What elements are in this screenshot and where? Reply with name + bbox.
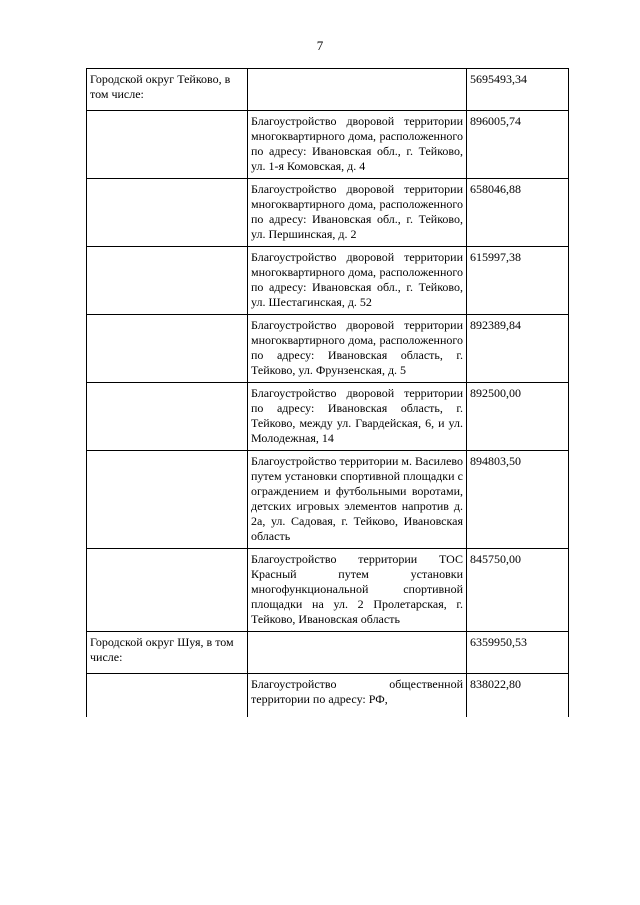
municipality-name-cell [87, 383, 248, 451]
description-cell [248, 69, 467, 111]
description-cell: Благоустройство дворовой территории многоквартирного дома, расположенного по адресу: Ивановская обл., г. Тейково, ул. 1-я Комовская, д. 4 [248, 111, 467, 179]
table-row [87, 111, 569, 179]
description-cell: Благоустройство дворовой территории по адресу: Ивановская область, г. Тейково, между ул. Гвардейская, 6, и ул. Молодежная, 14 [248, 383, 467, 451]
municipality-name-cell [87, 451, 248, 549]
table-row [87, 179, 569, 247]
municipality-name-cell: Городской округ Шуя, в том числе: [87, 632, 248, 674]
table-row [87, 383, 569, 451]
page-number: 7 [316, 38, 324, 53]
amount-cell: 838022,80 [467, 674, 569, 718]
amount-cell: 5695493,34 [467, 69, 569, 111]
amount-cell: 615997,38 [467, 247, 569, 315]
amount-cell: 896005,74 [467, 111, 569, 179]
description-cell: Благоустройство дворовой территории многоквартирного дома, расположенного по адресу: Ивановская обл., г. Тейково, ул. Шестагинская, д. 52 [248, 247, 467, 315]
table-row [87, 247, 569, 315]
description-cell: Благоустройство дворовой территории многоквартирного дома, расположенного по адресу: Ивановская обл., г. Тейково, ул. Першинская, д. 2 [248, 179, 467, 247]
description-cell [248, 632, 467, 674]
municipality-name-cell [87, 111, 248, 179]
municipality-name-cell [87, 315, 248, 383]
amount-cell: 892500,00 [467, 383, 569, 451]
municipality-name-cell [87, 247, 248, 315]
table-row [87, 451, 569, 549]
table-row [87, 549, 569, 632]
description-cell: Благоустройство территории м. Василево путем установки спортивной площадки с ограждением и футбольными воротами, детских игровых элементов напротив д. 2а, ул. Садовая, г. Тейково, Ивановская область [248, 451, 467, 549]
amount-cell: 845750,00 [467, 549, 569, 632]
municipality-name-cell: Городской округ Тейково, в том числе: [87, 69, 248, 111]
municipality-name-cell [87, 549, 248, 632]
municipality-name-cell [87, 674, 248, 718]
table-row [87, 315, 569, 383]
table-row [87, 69, 569, 111]
table-row [87, 632, 569, 674]
budget-table [86, 68, 569, 717]
municipality-name-cell [87, 179, 248, 247]
amount-cell: 6359950,53 [467, 632, 569, 674]
description-cell: Благоустройство территории ТОС Красный путем установки многофункциональной спортивной площадки на ул. 2 Пролетарская, г. Тейково, Ивановская область [248, 549, 467, 632]
description-cell: Благоустройство общественной территории по адресу: РФ, [248, 674, 467, 718]
amount-cell: 892389,84 [467, 315, 569, 383]
amount-cell: 658046,88 [467, 179, 569, 247]
amount-cell: 894803,50 [467, 451, 569, 549]
description-cell: Благоустройство дворовой территории многоквартирного дома, расположенного по адресу: Ивановская область, г. Тейково, ул. Фрунзенская, д. 5 [248, 315, 467, 383]
table-row [87, 674, 569, 718]
